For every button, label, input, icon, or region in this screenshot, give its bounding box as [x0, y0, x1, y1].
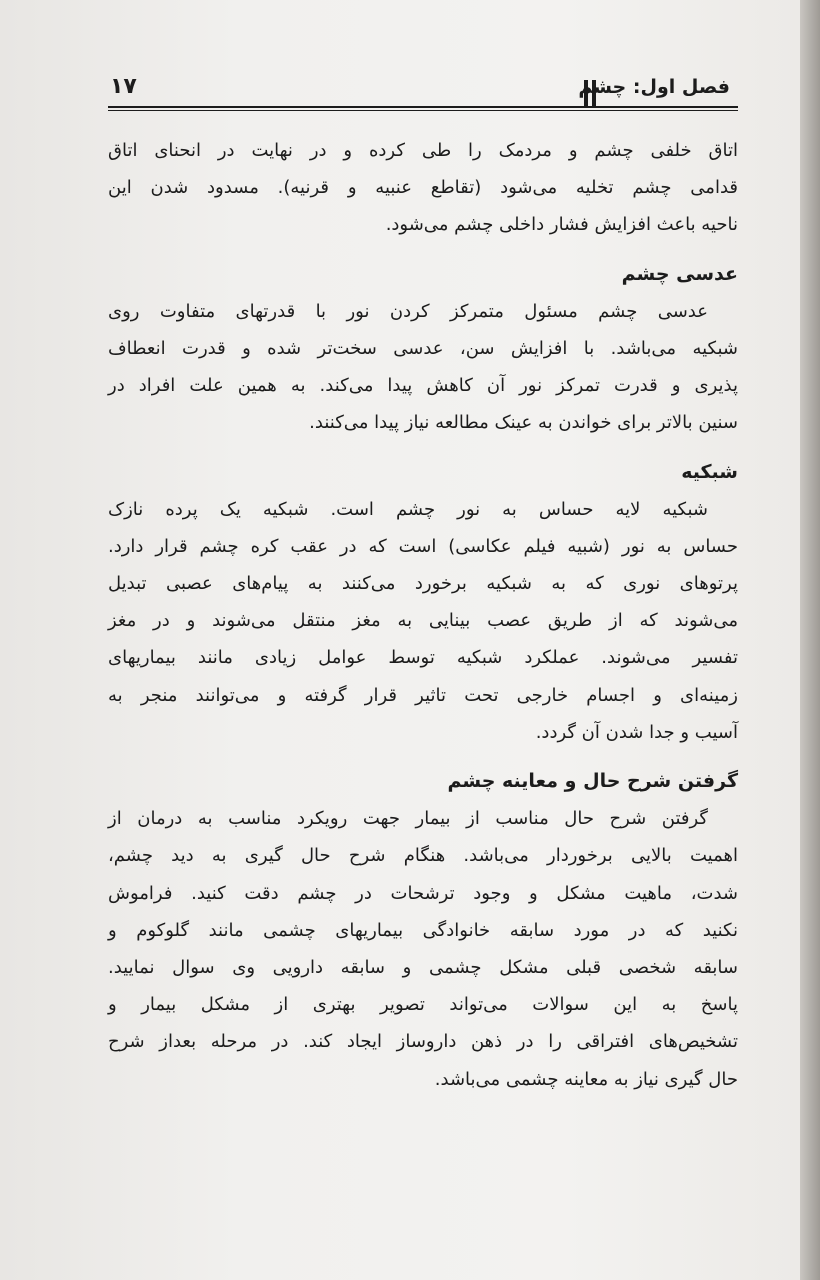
paragraph-line: پرتوهای نوری که به شبکیه برخورد می‌کنند به پیام‌های عصبی تبدیل: [108, 573, 738, 595]
page-body: [108, 132, 738, 1098]
paragraph-line: سنین بالاتر برای خواندن به عینک مطالعه نیاز پیدا می‌کنند.: [309, 412, 738, 434]
page-edge-shadow: [800, 0, 820, 1280]
header-rule-thin: [108, 110, 738, 111]
paragraph-line: نکنید که در مورد سابقه خانوادگی بیماریهای چشمی مانند گلوکوم و: [108, 919, 738, 941]
section-retina: [108, 454, 738, 752]
paragraph-line: سابقه شخصی قبلی مشکل چشمی و سابقه دارویی وی سوال نمایید.: [108, 956, 738, 978]
section-history-exam: [108, 763, 738, 1098]
paragraph-line: گرفتن شرح حال مناسب از بیمار جهت رویکرد مناسب به درمان از: [108, 808, 708, 830]
paragraph-line: شبکیه می‌باشد. با افزایش سن، عدسی سخت‌تر شده و قدرت انعطاف: [108, 337, 738, 359]
section-heading: گرفتن شرح حال و معاینه چشم: [447, 770, 738, 792]
paragraph-line: حساس به نور (شبیه فیلم عکاسی) است که در عقب کره چشم قرار دارد.: [108, 535, 738, 557]
paragraph-line: پذیری و قدرت تمرکز نور آن کاهش پیدا می‌کند. به همین علت افراد در: [108, 375, 738, 397]
paragraph-line: اتاق خلفی چشم و مردمک را طی کرده و در نهایت در انحنای اتاق: [108, 140, 738, 161]
paragraph-line: شدت، ماهیت مشکل و وجود ترشحات در چشم دقت کنید. فراموش: [108, 882, 738, 904]
page-header: [108, 72, 738, 112]
header-rule-thick: [108, 106, 738, 108]
paragraph-line: تشخیص‌های افتراقی را در ذهن داروساز ایجاد کند. در مرحله بعداز شرح: [108, 1031, 738, 1053]
section-heading: شبکیه: [681, 460, 738, 483]
paragraph-line: تفسیر می‌شوند. عملکرد شبکیه توسط عوامل زیادی مانند بیماریهای: [108, 647, 738, 669]
chapter-title: فصل اول: چشم: [578, 76, 730, 98]
paragraph-line: اهمیت بالایی برخوردار می‌باشد. هنگام شرح حال گیری به دید چشم،: [108, 845, 738, 867]
paragraph-line: آسیب و جدا شدن آن گردد.: [535, 721, 738, 743]
section-heading: عدسی چشم: [621, 262, 738, 285]
paragraph-line: می‌شوند که از طریق عصب بینایی به مغز منتقل می‌شوند و در مغز: [108, 610, 738, 632]
page-number: ۱۷: [110, 74, 137, 99]
paragraph-line: پاسخ به این سوالات می‌تواند تصویر بهتری از مشکل بیمار و: [108, 994, 738, 1016]
paragraph-line: زمینه‌ای و اجسام خارجی تحت تاثیر قرار گرفته و می‌توانند منجر به: [108, 684, 738, 706]
section-lens: [108, 256, 738, 442]
paragraph-line: شبکیه لایه حساس به نور چشم است. شبکیه یک پرده نازک: [108, 498, 708, 520]
paragraph-line: حال گیری نیاز به معاینه چشمی می‌باشد.: [434, 1068, 738, 1090]
paragraph-line: ناحیه باعث افزایش فشار داخلی چشم می‌شود.: [385, 214, 738, 236]
section-intro: [108, 132, 738, 244]
paragraph-line: قدامی چشم تخلیه می‌شود (تقاطع عنبیه و قرنیه). مسدود شدن این: [108, 177, 738, 199]
paragraph-line: عدسی چشم مسئول متمرکز کردن نور با قدرتهای متفاوت روی: [108, 300, 708, 322]
